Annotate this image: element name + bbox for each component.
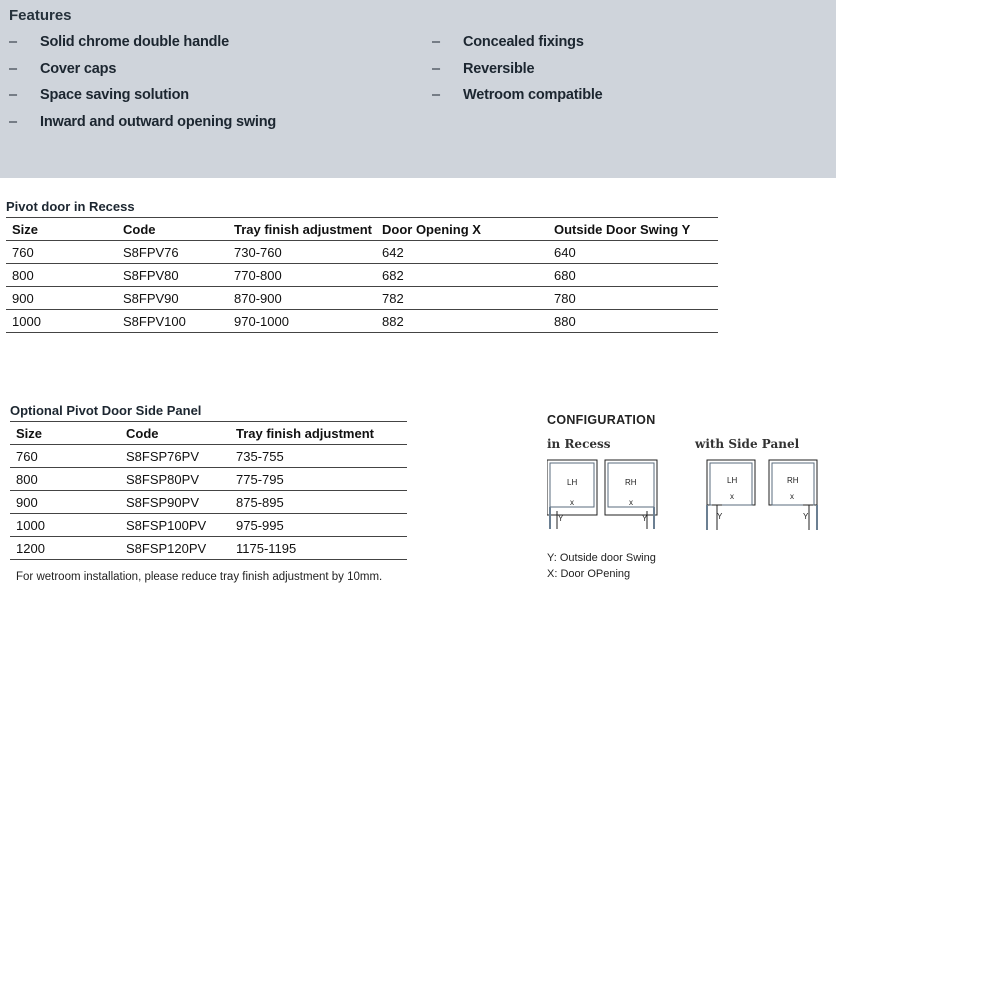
cell-door-opening: 682 bbox=[376, 264, 548, 287]
cell-outside-swing: 780 bbox=[548, 287, 718, 310]
cell-code: S8FSP90PV bbox=[120, 491, 230, 514]
dash-bullet: – bbox=[432, 87, 440, 103]
y-mark: Y bbox=[803, 512, 809, 521]
recess-lh-diagram bbox=[547, 460, 597, 529]
cell-code: S8FSP80PV bbox=[120, 468, 230, 491]
cell-size: 760 bbox=[6, 241, 117, 264]
header-size: Size bbox=[6, 218, 117, 241]
cell-size: 760 bbox=[10, 445, 120, 468]
cell-size: 1000 bbox=[6, 310, 117, 333]
dash-bullet: – bbox=[9, 87, 17, 103]
lh-label: LH bbox=[567, 478, 578, 487]
dash-bullet: – bbox=[432, 34, 440, 50]
configuration-title: CONFIGURATION bbox=[547, 413, 656, 427]
dash-bullet: – bbox=[9, 60, 17, 77]
header-code: Code bbox=[120, 422, 230, 445]
cell-door-opening: 882 bbox=[376, 310, 548, 333]
feature-text: Reversible bbox=[463, 60, 535, 77]
cell-size: 900 bbox=[10, 491, 120, 514]
header-code: Code bbox=[117, 218, 228, 241]
feature-text: Solid chrome double handle bbox=[40, 34, 229, 50]
feature-text: Wetroom compatible bbox=[463, 87, 603, 103]
header-tray-adjustment: Tray finish adjustment bbox=[228, 218, 376, 241]
cell-code: S8FPV80 bbox=[117, 264, 228, 287]
x-mark: x bbox=[570, 498, 574, 507]
cell-outside-swing: 680 bbox=[548, 264, 718, 287]
cell-tray-adjustment: 875-895 bbox=[230, 491, 407, 514]
feature-text: Space saving solution bbox=[40, 87, 189, 103]
cell-code: S8FPV76 bbox=[117, 241, 228, 264]
dash-bullet: – bbox=[9, 113, 17, 130]
x-mark: x bbox=[629, 498, 633, 507]
cell-tray-adjustment: 970-1000 bbox=[228, 310, 376, 333]
table-row bbox=[10, 468, 407, 491]
cell-code: S8FPV90 bbox=[117, 287, 228, 310]
table-row bbox=[10, 537, 407, 560]
configuration-diagrams bbox=[547, 457, 837, 552]
side-panel-table bbox=[10, 403, 407, 560]
cell-size: 800 bbox=[10, 468, 120, 491]
table-title: Pivot door in Recess bbox=[6, 199, 135, 214]
cell-size: 900 bbox=[6, 287, 117, 310]
legend-y: Y: Outside door Swing bbox=[547, 552, 656, 564]
cell-code: S8FSP100PV bbox=[120, 514, 230, 537]
y-mark: Y bbox=[558, 514, 564, 523]
cell-tray-adjustment: 770-800 bbox=[228, 264, 376, 287]
y-mark: Y bbox=[642, 514, 648, 523]
header-outside-swing: Outside Door Swing Y bbox=[548, 218, 718, 241]
cell-code: S8FPV100 bbox=[117, 310, 228, 333]
dash-bullet: – bbox=[432, 60, 440, 77]
cell-outside-swing: 640 bbox=[548, 241, 718, 264]
cell-tray-adjustment: 870-900 bbox=[228, 287, 376, 310]
header-size: Size bbox=[10, 422, 120, 445]
pivot-door-recess-table bbox=[6, 199, 718, 333]
table-row bbox=[6, 287, 718, 310]
wetroom-footnote: For wetroom installation, please reduce tray finish adjustment by 10mm. bbox=[16, 571, 383, 583]
y-mark: Y bbox=[717, 512, 723, 521]
features-panel bbox=[0, 0, 836, 178]
feature-text: Inward and outward opening swing bbox=[40, 113, 277, 130]
table-row bbox=[6, 310, 718, 333]
in-recess-label: in Recess bbox=[547, 437, 611, 451]
cell-code: S8FSP120PV bbox=[120, 537, 230, 560]
lh-label: LH bbox=[727, 476, 738, 485]
table-header-row bbox=[10, 422, 407, 445]
side-panel-label: with Side Panel bbox=[695, 437, 800, 451]
cell-tray-adjustment: 775-795 bbox=[230, 468, 407, 491]
cell-tray-adjustment: 735-755 bbox=[230, 445, 407, 468]
legend-x: X: Door OPening bbox=[547, 568, 631, 580]
x-mark: x bbox=[730, 492, 734, 501]
header-door-opening: Door Opening X bbox=[376, 218, 548, 241]
cell-door-opening: 782 bbox=[376, 287, 548, 310]
cell-tray-adjustment: 730-760 bbox=[228, 241, 376, 264]
rh-label: RH bbox=[625, 478, 637, 487]
rh-label: RH bbox=[787, 476, 799, 485]
cell-size: 800 bbox=[6, 264, 117, 287]
dash-bullet: – bbox=[9, 34, 17, 50]
table-row bbox=[6, 264, 718, 287]
features-title: Features bbox=[9, 7, 72, 24]
cell-code: S8FSP76PV bbox=[120, 445, 230, 468]
cell-outside-swing: 880 bbox=[548, 310, 718, 333]
table-row bbox=[10, 491, 407, 514]
cell-size: 1200 bbox=[10, 537, 120, 560]
table-row bbox=[6, 241, 718, 264]
cell-size: 1000 bbox=[10, 514, 120, 537]
header-tray-adjustment: Tray finish adjustment bbox=[230, 422, 407, 445]
x-mark: x bbox=[790, 492, 794, 501]
table-row bbox=[10, 445, 407, 468]
feature-text: Concealed fixings bbox=[463, 34, 584, 50]
feature-text: Cover caps bbox=[40, 60, 117, 77]
cell-tray-adjustment: 1175-1195 bbox=[230, 537, 407, 560]
configuration-section bbox=[547, 413, 837, 593]
cell-tray-adjustment: 975-995 bbox=[230, 514, 407, 537]
table-title: Optional Pivot Door Side Panel bbox=[10, 403, 202, 418]
cell-door-opening: 642 bbox=[376, 241, 548, 264]
table-row bbox=[10, 514, 407, 537]
recess-rh-diagram bbox=[605, 460, 657, 529]
table-header-row bbox=[6, 218, 718, 241]
